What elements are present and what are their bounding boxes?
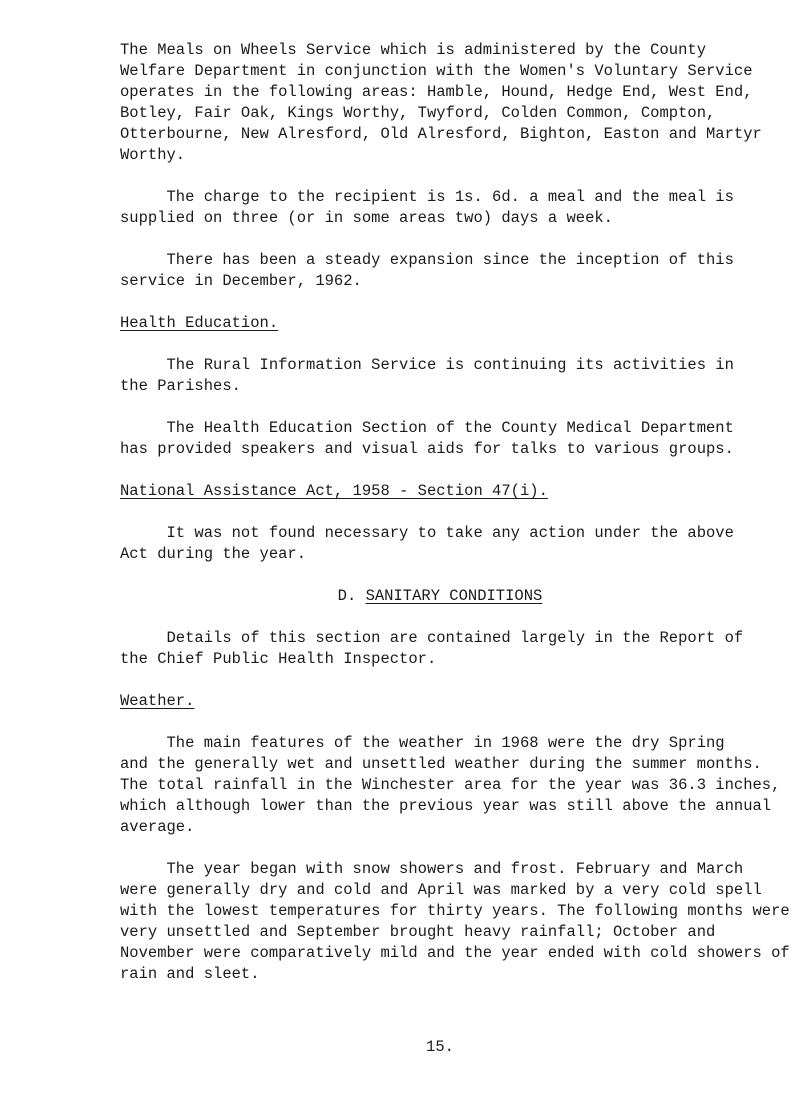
weather-heading: Weather. bbox=[120, 692, 195, 710]
charge-paragraph: The charge to the recipient is 1s. 6d. a meal and the meal is supplied on three (or in some areas two) days a week. bbox=[120, 188, 734, 227]
national-assistance-heading: National Assistance Act, 1958 - Section 47(i). bbox=[120, 482, 548, 500]
medical-department-paragraph: The Health Education Section of the County Medical Department has provided speakers and visual aids for talks to various groups. bbox=[120, 419, 734, 458]
meals-on-wheels-paragraph: The Meals on Wheels Service which is administered by the County Welfare Department in conjunction with the Women's Voluntary Service operates in the following areas: Hamble, Hound, Hedge End, West End, Botley, Fair Oak, Kings Worthy, Twyford, Colden Common, Compton, Otterbourne, New Alresford, Old Alresford, Bighton, Easton and Martyr Worthy. bbox=[120, 41, 762, 164]
details-paragraph: Details of this section are contained largely in the Report of the Chief Public Health Inspector. bbox=[120, 629, 744, 668]
weather-paragraph: The main features of the weather in 1968 were the dry Spring and the generally wet and unsettled weather during the summer months. The total rainfall in the Winchester area for the year was 36.3 inches, which although lower than the previous year was still above the annual average. bbox=[120, 734, 781, 836]
year-weather-paragraph: The year began with snow showers and frost. February and March were generally dry and cold and April was marked by a very cold spell with the lowest temperatures for thirty years. The following months were very unsettled and September brought heavy rainfall; October and November were comparatively mild and the year ended with cold showers of rain and sleet. bbox=[120, 860, 790, 983]
health-education-heading: Health Education. bbox=[120, 314, 279, 332]
page-number: 15. bbox=[426, 1038, 454, 1056]
rural-information-paragraph: The Rural Information Service is continuing its activities in the Parishes. bbox=[120, 356, 734, 395]
section-d-heading bbox=[120, 586, 760, 607]
national-assistance-paragraph: It was not found necessary to take any action under the above Act during the year. bbox=[120, 524, 734, 563]
section-d-prefix: D. bbox=[337, 587, 366, 605]
expansion-paragraph: There has been a steady expansion since the inception of this service in December, 1962. bbox=[120, 251, 734, 290]
sanitary-conditions-title: SANITARY CONDITIONS bbox=[365, 587, 543, 605]
